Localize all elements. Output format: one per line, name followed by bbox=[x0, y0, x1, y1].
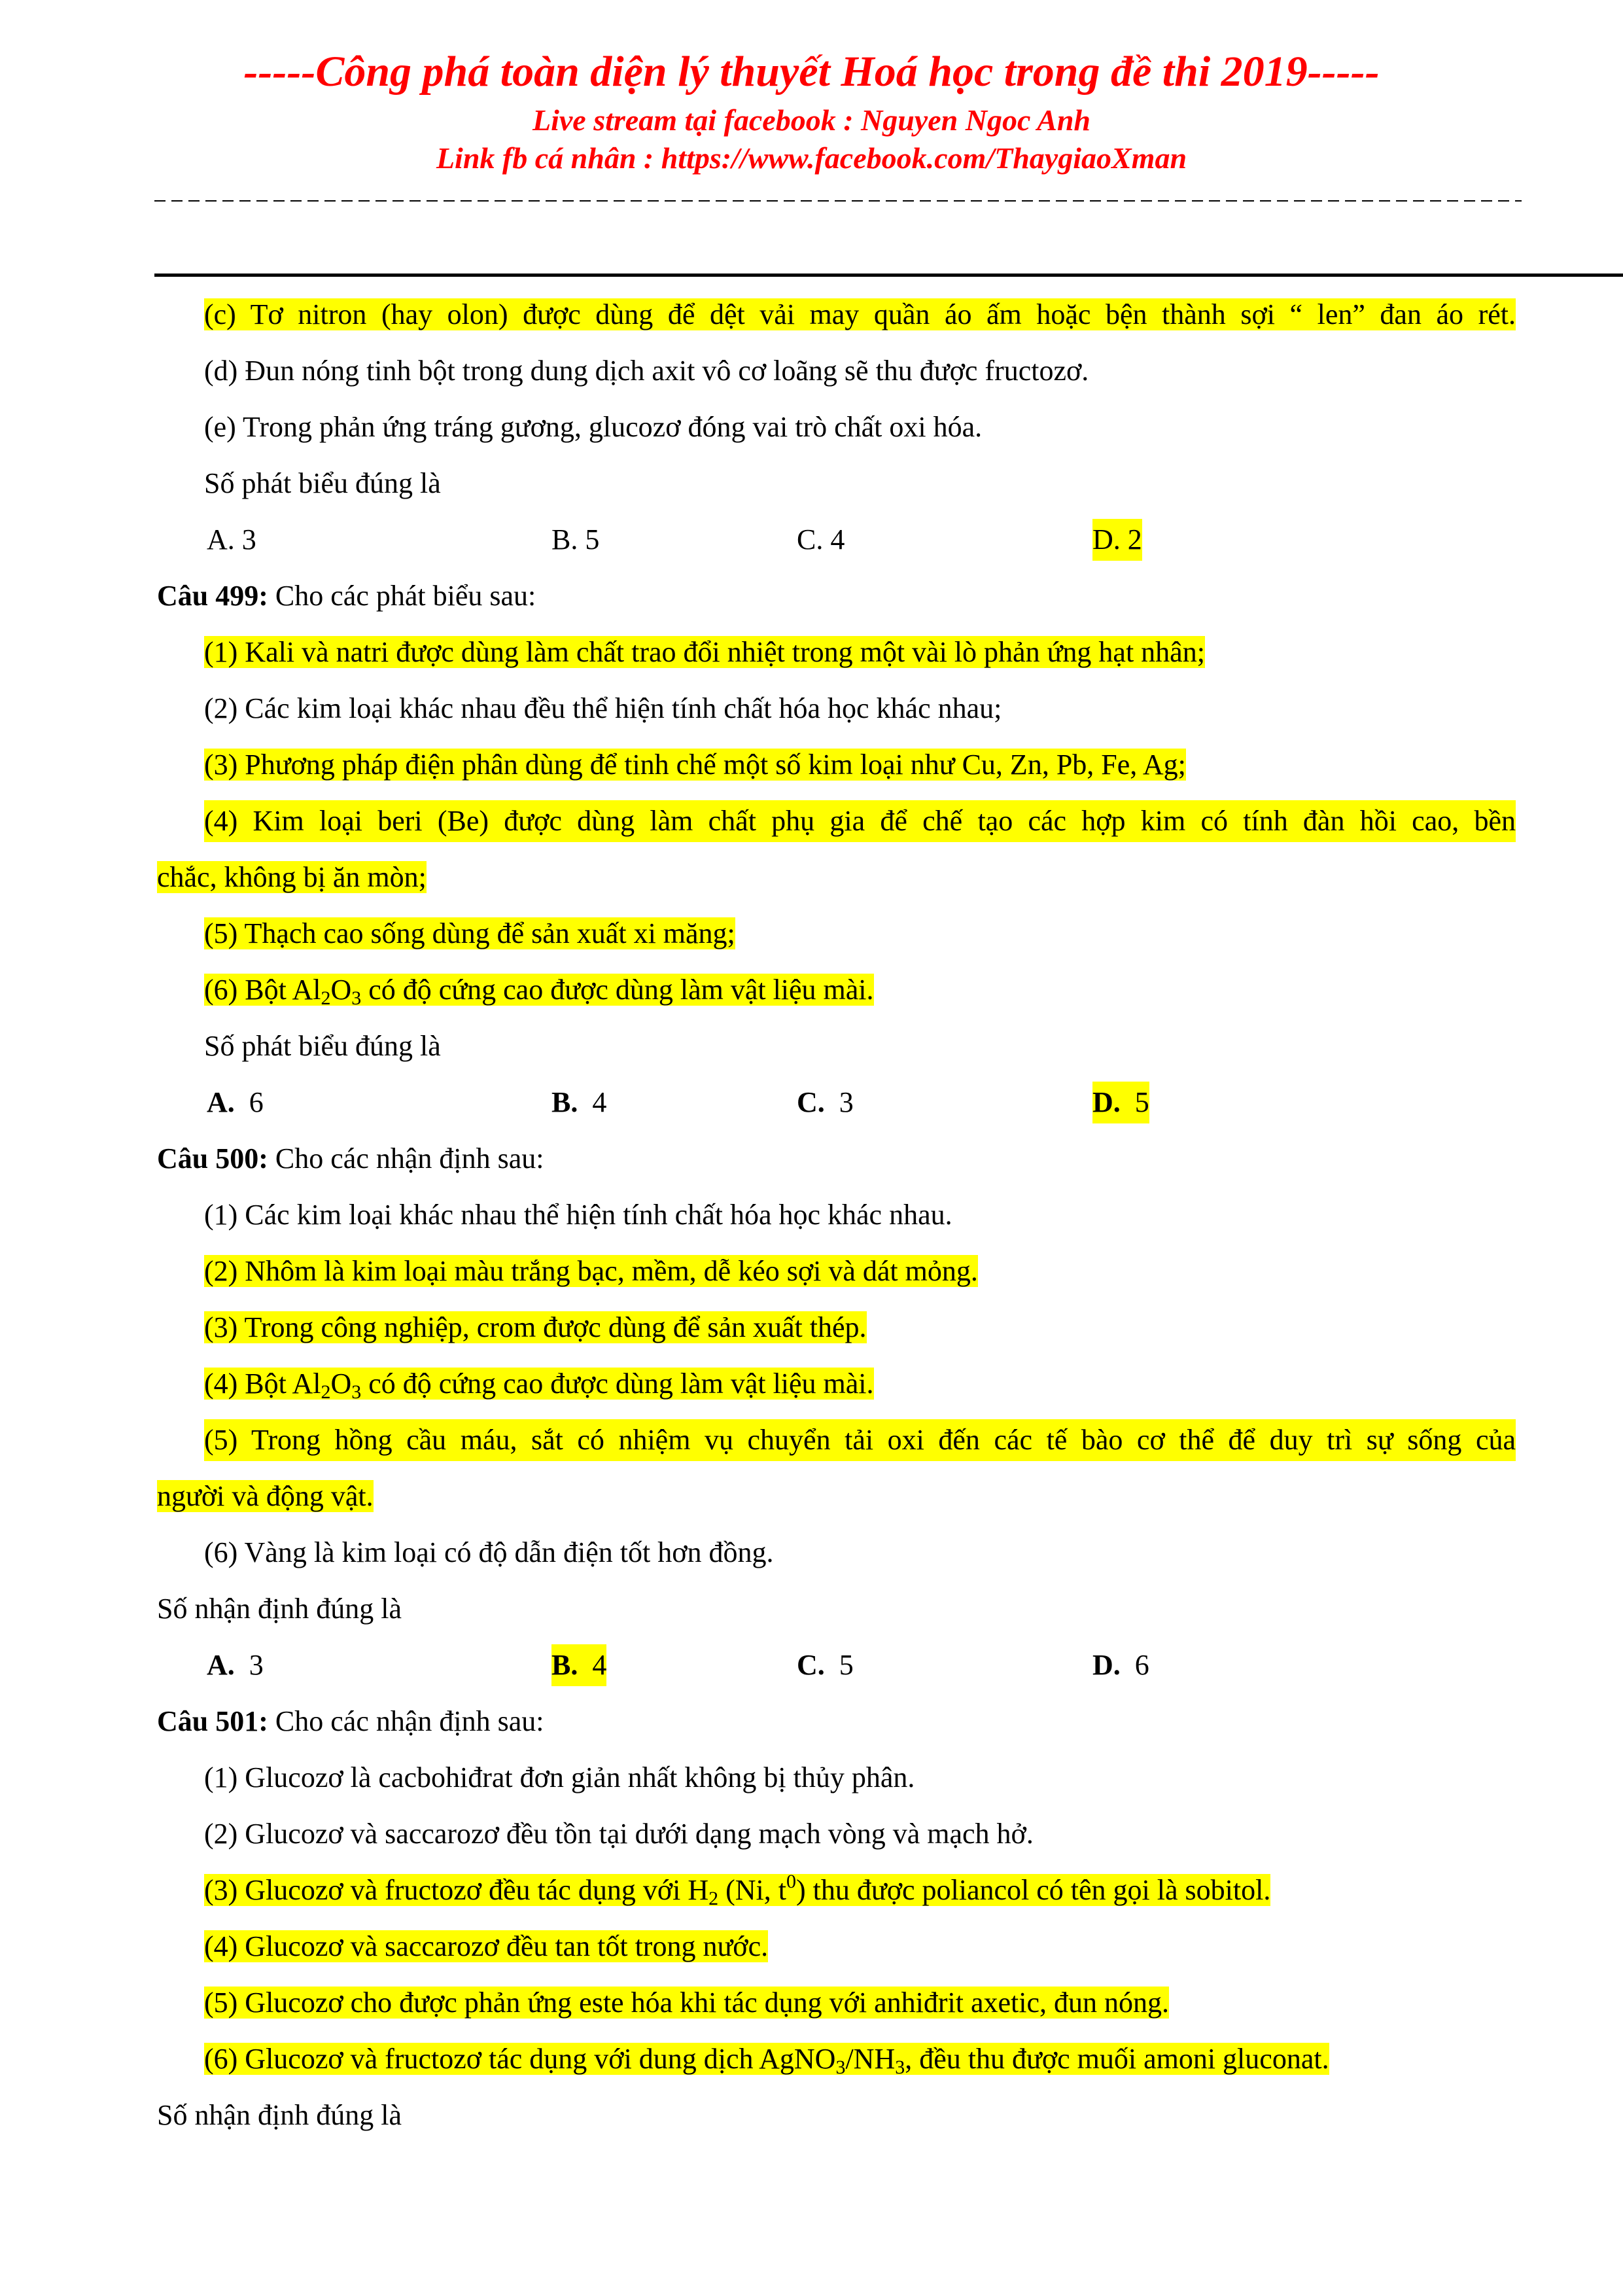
q498-option-d[interactable]: D. 2 bbox=[1092, 519, 1142, 561]
livestream-note: Live stream tại facebook : Nguyen Ngoc Anh bbox=[532, 103, 1091, 137]
q500-option-d[interactable]: D. 6 bbox=[1092, 1649, 1149, 1681]
q498-option-a[interactable]: A. 3 bbox=[207, 523, 256, 556]
q500-option-a[interactable]: A. 3 bbox=[207, 1649, 264, 1681]
q501-statement-5: (5) Glucozơ cho được phản ứng este hóa khi tác dụng với anhiđrit axetic, đun nóng. bbox=[204, 1987, 1170, 2019]
q499-option-b[interactable]: B. 4 bbox=[551, 1086, 607, 1118]
q501-statement-4: (4) Glucozơ và saccarozơ đều tan tốt trong nước. bbox=[204, 1930, 769, 1962]
q500-statement-5-cont: người và động vật. bbox=[157, 1480, 374, 1512]
q501-statement-3: (3) Glucozơ và fructozơ đều tác dụng với $H_2$ (Ni, $t^0$) thu được poliancol có tên gọi là sobitol. bbox=[204, 1871, 1271, 1909]
q501-stem: Cho các nhận định sau: bbox=[268, 1705, 544, 1737]
q501-statement-6: (6) Glucozơ và fructozơ tác dụng với dung dịch $AgNO_3/NH_3$, đều thu được muối amoni gluconat. bbox=[204, 2043, 1329, 2078]
q498-option-b[interactable]: B. 5 bbox=[551, 523, 600, 556]
dashed-divider bbox=[154, 196, 1522, 205]
q501-statement-2: (2) Glucozơ và saccarozơ đều tồn tại dưới dạng mạch vòng và mạch hở. bbox=[204, 1818, 1034, 1850]
q500-statement-1: (1) Các kim loại khác nhau thể hiện tính chất hóa học khác nhau. bbox=[204, 1199, 952, 1231]
q500-option-c[interactable]: C. 5 bbox=[797, 1649, 854, 1681]
q500-label: Câu 500: bbox=[157, 1142, 268, 1174]
q501-heading bbox=[157, 1701, 544, 1742]
q501-statement-1: (1) Glucozơ là cacbohiđrat đơn giản nhất không bị thủy phân. bbox=[204, 1761, 915, 1793]
q499-option-d[interactable]: D. 5 bbox=[1092, 1082, 1149, 1123]
q499-option-a[interactable]: A. 6 bbox=[207, 1086, 264, 1118]
q500-option-b[interactable]: B. 4 bbox=[551, 1644, 606, 1686]
q499-statement-4-cont: chắc, không bị ăn mòn; bbox=[157, 861, 427, 893]
q499-statement-1: (1) Kali và natri được dùng làm chất trao đổi nhiệt trong một vài lò phản ứng hạt nhân; bbox=[204, 636, 1205, 668]
q498-option-c[interactable]: C. 4 bbox=[797, 523, 845, 556]
q499-statement-3: (3) Phương pháp điện phân dùng để tinh chế một số kim loại như Cu, Zn, Pb, Fe, Ag; bbox=[204, 749, 1186, 781]
document-title: -----Công phá toàn diện lý thuyết Hoá học trong đề thi 2019----- bbox=[243, 48, 1380, 96]
q500-statement-5: (5) Trong hồng cầu máu, sắt có nhiệm vụ chuyển tải oxi đến các tế bào cơ thể để duy trì sự sống của bbox=[204, 1419, 1516, 1461]
q499-option-c[interactable]: C. 3 bbox=[797, 1086, 854, 1118]
q499-stem: Cho các phát biểu sau: bbox=[268, 580, 536, 612]
q500-prompt: Số nhận định đúng là bbox=[157, 1593, 402, 1625]
q499-statement-5: (5) Thạch cao sống dùng để sản xuất xi măng; bbox=[204, 917, 735, 949]
q500-stem: Cho các nhận định sau: bbox=[268, 1142, 544, 1174]
q499-prompt: Số phát biểu đúng là bbox=[204, 1030, 441, 1062]
q498-statement-c: (c) Tơ nitron (hay olon) được dùng để dệt vải may quần áo ấm hoặc bện thành sợi “ len” đan áo rét. bbox=[204, 298, 1516, 330]
q501-label: Câu 501: bbox=[157, 1705, 268, 1737]
q501-prompt: Số nhận định đúng là bbox=[157, 2099, 402, 2131]
q500-statement-2: (2) Nhôm là kim loại màu trắng bạc, mềm, dễ kéo sợi và dát mỏng. bbox=[204, 1255, 978, 1287]
q499-statement-6: (6) Bột $Al_2O_3$ có độ cứng cao được dùng làm vật liệu mài. bbox=[204, 974, 874, 1009]
q500-statement-6: (6) Vàng là kim loại có độ dẫn điện tốt hơn đồng. bbox=[204, 1536, 774, 1568]
q498-statement-d: (d) Đun nóng tinh bột trong dung dịch axit vô cơ loãng sẽ thu được fructozơ. bbox=[204, 355, 1089, 387]
q498-statement-e: (e) Trong phản ứng tráng gương, glucozơ đóng vai trò chất oxi hóa. bbox=[204, 411, 983, 443]
header-rule bbox=[154, 274, 1623, 277]
q499-statement-4: (4) Kim loại beri (Be) được dùng làm chất phụ gia để chế tạo các hợp kim có tính đàn hồi cao, bền bbox=[204, 800, 1516, 842]
facebook-link[interactable]: Link fb cá nhân : https://www.facebook.com/ThaygiaoXman bbox=[436, 141, 1187, 175]
q498-prompt: Số phát biểu đúng là bbox=[204, 467, 441, 499]
q499-label: Câu 499: bbox=[157, 580, 268, 612]
q500-heading bbox=[157, 1138, 544, 1180]
q500-statement-3: (3) Trong công nghiệp, crom được dùng để sản xuất thép. bbox=[204, 1311, 867, 1343]
q499-heading bbox=[157, 575, 536, 617]
q500-statement-4: (4) Bột $Al_2O_3$ có độ cứng cao được dùng làm vật liệu mài. bbox=[204, 1368, 874, 1403]
q499-statement-2: (2) Các kim loại khác nhau đều thể hiện tính chất hóa học khác nhau; bbox=[204, 692, 1002, 724]
